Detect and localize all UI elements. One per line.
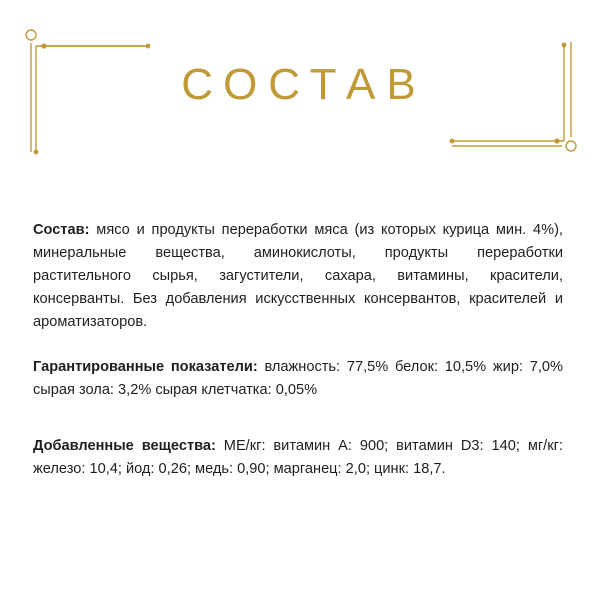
- page-title: СОСТАВ: [181, 60, 427, 109]
- frame-dot-top-left: [41, 43, 46, 48]
- frame-dot-right-top: [562, 43, 567, 48]
- frame-ring-top-left: [26, 30, 36, 40]
- guaranteed-analysis-label: Гарантированные показатели:: [33, 359, 258, 375]
- frame-dot-bottom-right: [554, 138, 559, 143]
- frame-dot-left-end: [34, 150, 39, 155]
- frame-ring-bottom-right: [566, 141, 576, 151]
- guaranteed-analysis-text: влажность: 77,5% белок: 10,5% жир: 7,0% сырая зола: 3,2% сырая клетчатка: 0,05%: [33, 359, 563, 398]
- guaranteed-analysis-paragraph: [33, 356, 563, 402]
- composition-label: Состав:: [33, 222, 90, 238]
- composition-paragraph: [33, 219, 563, 334]
- frame-dot-bottom-start: [450, 139, 455, 144]
- additives-label: Добавленные вещества:: [33, 438, 216, 454]
- composition-text: мясо и продукты переработки мяса (из которых курица мин. 4%), минеральные вещества, аминокислоты, продукты переработки растительного сырья, загустители, сахара, витамины, красители, консерванты. Без добавления искусственных консервантов, красителей и ароматизаторов.: [33, 222, 563, 330]
- frame-dot-top-end: [146, 44, 151, 49]
- additives-paragraph: [33, 435, 563, 481]
- additives-text: МЕ/кг: витамин А: 900; витамин D3: 140; мг/кг: железо: 10,4; йод: 0,26; медь: 0,90; марганец: 2,0; цинк: 18,7.: [33, 438, 563, 477]
